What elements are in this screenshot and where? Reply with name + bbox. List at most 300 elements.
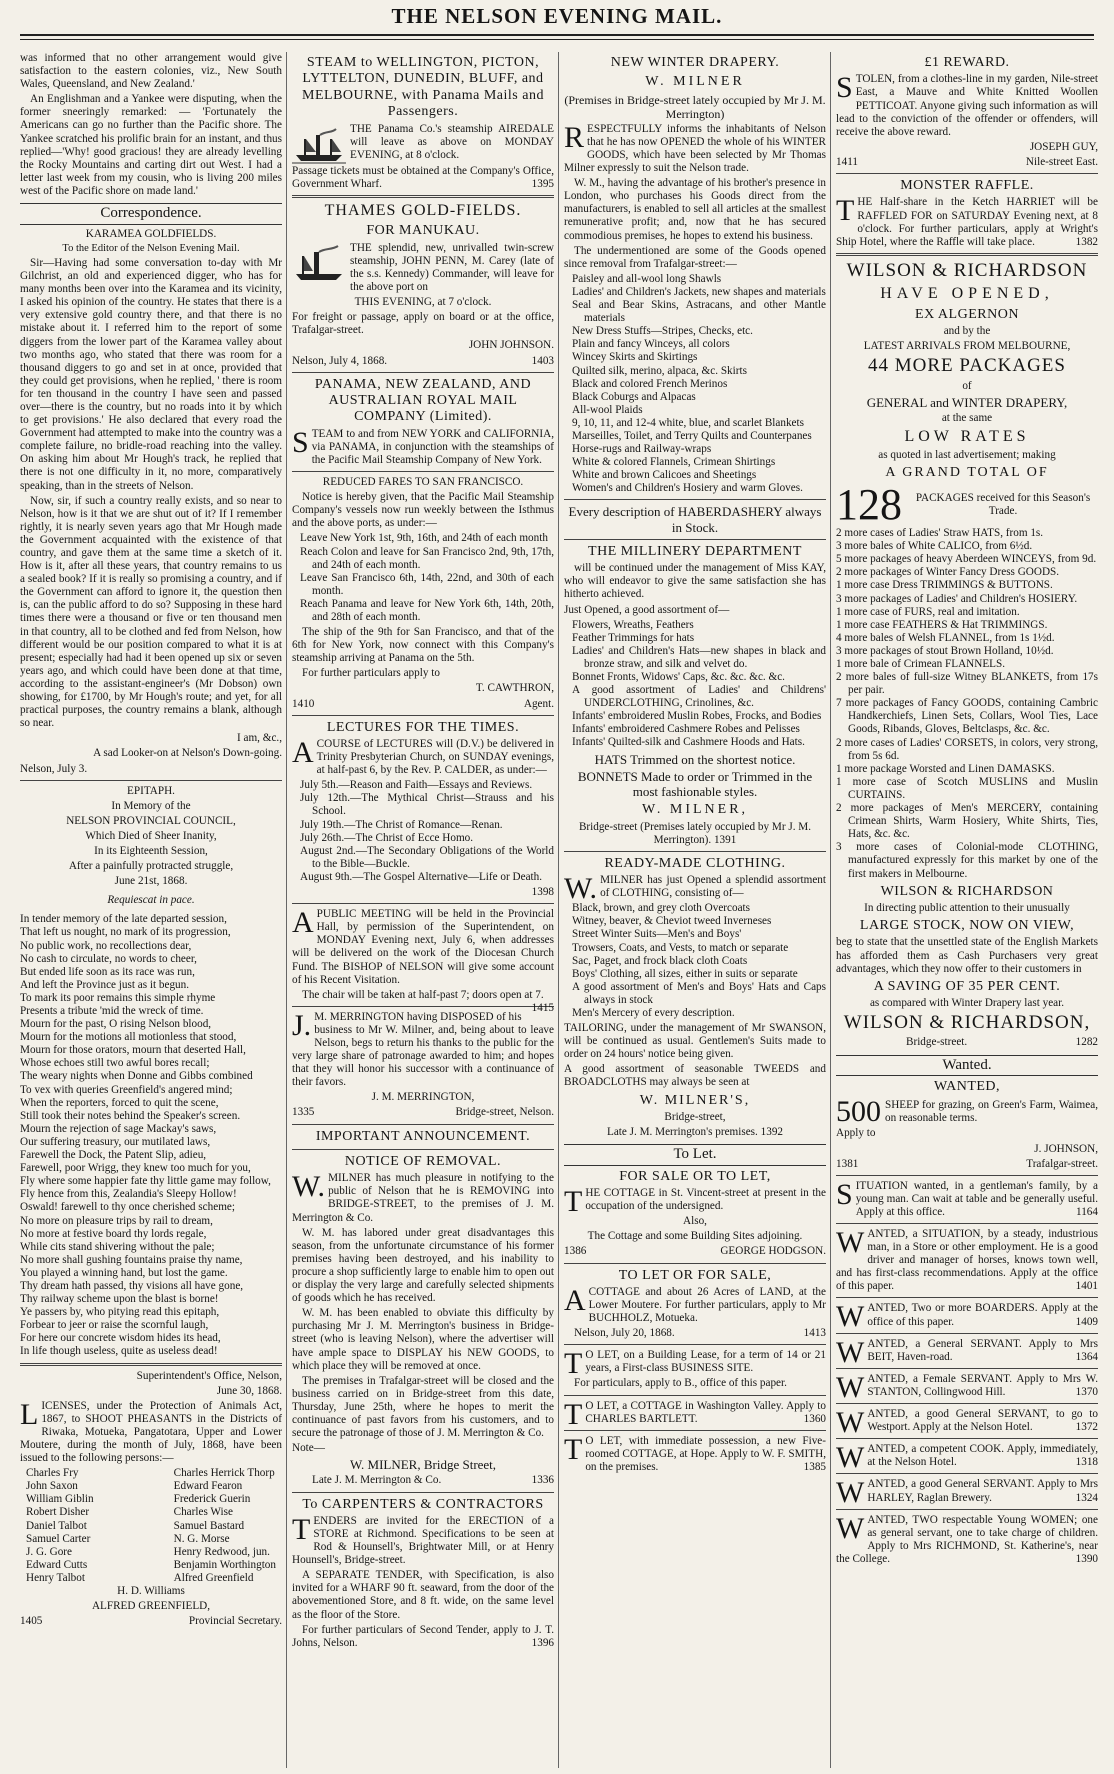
ad-body: J.M. MERRINGTON having DISPOSED of his business to Mr W. Milner, and, being about to leave Nelson, begs to return his thanks to the public for the very large share of patronage awarded to him; and hopes that they will honor his successor with a continuance of their favors. [292, 1008, 554, 1089]
poem-line: Forbear to jeer or raise the scornful laugh, [20, 1319, 209, 1332]
list-item: A good assortment of Ladies' and Childrens' UNDERCLOTHING, Crinolines, &c. [572, 684, 826, 710]
licensee-name: Alfred Greenfield [173, 1571, 254, 1584]
poem-line: Thy dream hath passed, thy visions all have gone, [20, 1279, 244, 1292]
ad-heading: TO LET OR FOR SALE, [618, 1267, 772, 1283]
ad-body: The premises in Trafalgar-street will be closed and the business carried on in Bridge-street from this date, Thursday, June 25th, where he hopes to merit the continuance of past favors from his customers, and to secure the patronage of those of J. M. Merrington & Co. [292, 1374, 554, 1440]
clothing-list [572, 902, 826, 1020]
ad-body [836, 1511, 1098, 1566]
ad-address: Bridge-street, [664, 1110, 726, 1123]
ad-heading: READY-MADE CLOTHING. [604, 855, 786, 871]
ad-body [564, 1432, 826, 1474]
ad-body-text: WANTED, a SITUATION, by a steady, industrious man, in a Store or other employment. He is a good driver and manager of horses, knows town well, and has first-class recommendations. Apply at the office of this paper. [836, 1226, 1098, 1293]
masthead-title: THE NELSON EVENING MAIL. [391, 4, 723, 28]
licensee-name: Robert Disher [26, 1506, 90, 1519]
ad-note: Note— [292, 1442, 325, 1455]
divider [292, 372, 554, 373]
ad-body-text: WANTED, a Female SERVANT. Apply to Mrs W. STANTON, Collingwood Hill. [836, 1370, 1098, 1404]
licensee-name: Charles Fry [26, 1467, 79, 1480]
ad-number: 1392 [760, 1126, 784, 1139]
list-item: Street Winter Suits—Men's and Boys' [572, 928, 742, 941]
poem-line: No more at festive board thy lords regale, [20, 1227, 207, 1240]
ad-subheading: HATS Trimmed on the shortest notice. [594, 751, 796, 767]
package-total [836, 480, 1098, 530]
list-item: Infants' Quilted-silk and Cashmere Hoods and Hats. [572, 736, 805, 749]
ad-body-text: TO LET, with immediate possession, a new Five-roomed COTTAGE, at Hope. Apply to W. F. SMITH, on the premises. [564, 1432, 826, 1473]
ad-text: SHEEP for grazing, on Green's Farm, Waimea, on reasonable terms. [885, 1099, 1098, 1125]
ad-body: Notice is hereby given, that the Pacific Mail Steamship Company's vessels now run weekly between the Isthmus and the above ports, as under:— [292, 491, 554, 530]
ad-heading: NOTICE OF REMOVAL. [344, 1153, 502, 1169]
list-item: 2 more cases of Ladies' CORSETS, in colors, very strong, from 5s 6d. [836, 736, 1098, 762]
list-item: Leave New York 1st, 9th, 16th, and 24th of each month [300, 532, 548, 545]
list-item: Black, brown, and grey cloth Overcoats [572, 902, 751, 915]
list-item: Infants' embroidered Cashmere Robes and Pelisses [572, 723, 800, 736]
ad-body: THE Panama Co.'s steamship AIREDALE will leave as above on MONDAY EVENING, at 8 o'clock. [350, 122, 554, 161]
section-heading: To Let. [564, 1144, 826, 1166]
ad-text: In directing public attention to their unusually [864, 901, 1070, 914]
column-divider [558, 52, 559, 1768]
ad-subheading: EX ALGERNON [915, 306, 1019, 322]
column-4 [836, 52, 1098, 1768]
ad-body: TAILORING, under the management of Mr SWANSON, will be continued as usual. Gentlemen's Suits made to order on 24 hours' notice being given. [564, 1022, 826, 1061]
ad-footer [564, 1327, 826, 1340]
ad-body: For freight or passage, apply on board or at the office, Trafalgar-street. [292, 311, 554, 337]
divider [836, 1297, 1098, 1298]
epitaph-line: NELSON PROVINCIAL COUNCIL, [66, 814, 236, 827]
list-item: July 12th.—The Mythical Christ—Strauss and his School. [300, 792, 554, 818]
poem-line: Mourn for those orators, mourn that deserted Hall, [20, 1044, 246, 1057]
lecture-list [300, 779, 554, 884]
divider [292, 195, 554, 198]
divider [292, 471, 554, 472]
ad-address: Bridge-street. [906, 1036, 968, 1049]
ad-number: 1372 [1075, 1421, 1098, 1434]
ad-body [836, 1476, 1098, 1510]
article-text: was informed that no other arrangement would give satisfaction to the eastern colonies, viz., New South Wales, Queensland, and New Zealand.' [20, 52, 282, 91]
ad-subheading: BONNETS Made to order or Trimmed in the most fashionable styles. [577, 768, 813, 799]
ad-body: ACOURSE of LECTURES will (D.V.) be delivered in Trinity Presbyterian Church, on SUNDAY evenings, at half-past 6, by the Rev. P. CALDER, as under:— [292, 736, 554, 777]
poem-line: That left us nought, no mark of its progression, [20, 926, 231, 939]
poem-line: You played a winning hand, but lost the game. [20, 1266, 228, 1279]
divider [292, 1492, 554, 1493]
ad-body: ACOTTAGE and about 26 Acres of LAND, at the Lower Moutere. For further particulars, apply to Mr BUCHHOLZ, Motueka. [564, 1283, 826, 1325]
ad-subheading: (Premises in Bridge-street lately occupied by Mr J. M. Merrington) [564, 92, 826, 121]
ad-heading: IMPORTANT ANNOUNCEMENT. [315, 1128, 531, 1144]
sailing-list [300, 532, 554, 624]
ad-body [836, 1335, 1098, 1369]
poem-line: No more on pleasure trips by rail to dream, [20, 1214, 213, 1227]
poem-line: In life though useless, quite as useless dead! [20, 1345, 218, 1358]
ad-number: 1318 [1075, 1456, 1098, 1469]
ad-subheading: FOR MANUKAU. [366, 223, 480, 239]
ad-body: Also, [683, 1215, 707, 1228]
list-item: 2 more packages of Men's MERCERY, containing Crimean Shirts, Warm Hosiery, White Shirts, Ties, Hats, &c. &c. [836, 802, 1098, 841]
ad-text: LATEST ARRIVALS FROM MELBOURNE, [863, 340, 1071, 353]
list-item: Sac, Paget, and frock black cloth Coats [572, 954, 748, 967]
ad-body [836, 1177, 1098, 1219]
ad-heading: LECTURES FOR THE TIMES. [326, 719, 520, 735]
list-item: All-wool Plaids [572, 403, 643, 416]
ad-number: 1415 [531, 1001, 554, 1014]
notice-signature: ALFRED GREENFIELD, [91, 1600, 211, 1613]
ad-footer [836, 1158, 1098, 1171]
divider [564, 539, 826, 540]
list-item: July 26th.—The Christ of Ecce Homo. [300, 831, 474, 844]
poem-line: Mourn for the past, O rising Nelson blood, [20, 1018, 212, 1031]
list-item: Plain and fancy Winceys, all colors [572, 338, 730, 351]
list-item: Paisley and all-wool long Shawls [572, 272, 722, 285]
ad-body [836, 1406, 1098, 1440]
list-item: White and brown Calicoes and Sheetings [572, 469, 757, 482]
ad-heading: FOR SALE OR TO LET, [619, 1168, 771, 1184]
poem-line: But ended life soon as its race was run, [20, 965, 195, 978]
divider [836, 1175, 1098, 1176]
ad-signature: GEORGE HODGSON. [720, 1245, 826, 1258]
licensee-name: Charles Herrick Thorp [173, 1467, 275, 1480]
list-item: Bonnet Fronts, Widows' Caps, &c. &c. &c. &c. [572, 670, 785, 683]
list-item: Leave San Francisco 6th, 14th, 22nd, and 30th of each month. [300, 571, 554, 597]
ad-number: 1410 [292, 697, 315, 710]
ad-body [836, 196, 1098, 248]
ad-number: 1364 [1075, 1350, 1098, 1363]
ad-number: 1413 [803, 1327, 826, 1340]
ad-heading: £1 REWARD. [924, 55, 1010, 70]
ad-body: TO LET, on a Building Lease, for a term of 14 or 21 years, a First-class BUSINESS SITE. [564, 1347, 826, 1381]
ad-heading: NEW WINTER DRAPERY. [610, 55, 780, 70]
ad-number: 1164 [1076, 1205, 1098, 1218]
letter-signature: A sad Looker-on at Nelson's Down-going. [93, 747, 282, 760]
divider [20, 1363, 282, 1366]
list-item: Infants' embroidered Muslin Robes, Frocks, and Bodies [572, 710, 822, 723]
ad-body [564, 1397, 826, 1431]
ad-body: THIS EVENING, at 7 o'clock. [354, 296, 492, 309]
ad-text: as compared with Winter Drapery last year. [869, 997, 1065, 1010]
steamship-icon [292, 244, 346, 284]
ad-body: THE splendid, new, unrivalled twin-screw steamship, JOHN PENN, M. Carey (late of the s.s. Kennedy) Commander, will leave for the above port on [350, 241, 554, 294]
epitaph-line: Which Died of Sheer Inanity, [85, 829, 217, 842]
ad-body [292, 988, 554, 1014]
list-item: 2 more bales of full-size Witney BLANKETS, from 17s per pair. [836, 671, 1098, 697]
divider [564, 1263, 826, 1264]
poem-line: While cits stand shivering without the pale; [20, 1240, 215, 1253]
stock-list [836, 527, 1098, 881]
divider [836, 1403, 1098, 1404]
ad-note: For further particulars of Second Tender, apply to J. T. Johns, Nelson. [292, 1623, 554, 1649]
poem-line: When the reporters, forced to quit the scene, [20, 1096, 219, 1109]
poem-line: And left the Province just as it begun. [20, 978, 190, 991]
list-item: Quilted silk, merino, alpaca, &c. Skirts [572, 364, 747, 377]
ad-body: W. M. has been enabled to obviate this difficulty by purchasing Mr J. M. Merrington's business in Bridge-street (who is leaving Nelson), where the advertiser will have ample space to DISPLAY his NEW GOODS, to which place they will be removed at once. [292, 1307, 554, 1372]
list-item: Witney, beaver, & Cheviot tweed Inverneses [572, 915, 772, 928]
ad-note: The chair will be taken at half-past 7; doors open at 7. [302, 988, 544, 1001]
licensee-name: Samuel Bastard [173, 1519, 245, 1532]
steamship-icon [292, 125, 346, 165]
ad-number: 1396 [531, 1636, 554, 1649]
licensee-name: Edward Cutts [26, 1558, 88, 1571]
ad-number: 1386 [564, 1245, 587, 1258]
letter-dateline: Nelson, July 3. [20, 762, 88, 775]
list-item: 5 more packages of heavy Aberdeen WINCEYS, from 9d. [836, 553, 1097, 566]
letter-body: Now, sir, if such a country really exists, and so near to Nelson, how is it that we are shut out of it? If I remember rightly, it is nearly seven years ago that Mr Hough made the Government acquainted with the existence of that country, and gave them at the same time a sketch of it. How is it, after all these years, that country remains to us a sealed book? If it is really so promising a country, and if the Government can afford to ignore it, the question then is, can the public afford to do so? Supposing in these hard times there were a thousand or five or ten thousand men in that country, all to be clothed and fed from Nelson, how different would be our position compared to what it is at present; especially had had it been opened up six or seven years ago, and which could have been done at that time, according to the assistant-engineer's (Mr Dobson) own showing, for £1700, by Mr Hough's route; and yet, for all practical purposes, the country remains a blank, although so near. [20, 494, 282, 730]
sheep-count: 500 [836, 1095, 881, 1129]
ad-signature: JOSEPH GUY, [1029, 140, 1098, 153]
divider [836, 253, 1098, 256]
ad-address: Bridge-street, Nelson. [455, 1106, 554, 1119]
poem-line: Fly hence from this, Zealandia's Sleepy Hollow! [20, 1188, 237, 1201]
licensee-name: Henry Redwood, jun. [173, 1545, 270, 1558]
licensee-name: Benjamin Worthington [173, 1558, 276, 1571]
ad-body: STEAM to and from NEW YORK and CALIFORNIA, via PANAMA, in conjunction with the steamships of the Pacific Mail Steamship Company of New York. [292, 425, 554, 466]
sheep-ad [836, 1097, 1098, 1127]
letter-salutation: To the Editor of the Nelson Evening Mail. [62, 242, 240, 254]
letter-heading: KARAMEA GOLDFIELDS. [85, 227, 217, 240]
list-item: 3 more cases of Colonial-mode CLOTHING, manufactured expressly for this market by one of the first makers in Melbourne. [836, 841, 1098, 880]
list-item: Reach Panama and leave for New York 6th, 14th, 20th, and 28th of each month. [300, 597, 554, 623]
epitaph-line: After a painfully protracted struggle, [68, 860, 234, 873]
ad-body-text: WANTED, a good General SERVANT. Apply to Mrs HARLEY, Raglan Brewery. [836, 1476, 1098, 1510]
ad-number: 1403 [531, 354, 554, 367]
ad-body: will be continued under the management of Miss KAY, who will endeavor to give the same satisfaction she has hitherto achieved. [564, 562, 826, 601]
licensee-name: Samuel Carter [26, 1532, 91, 1545]
ad-body: W. M. has labored under great disadvantages this season, from the unfortunate circumstance of his former premises having been destroyed, and his inability to procure a shop sufficiently large to enable him to open out or display the very large and carefully selected shipments of goods which he has received. [292, 1226, 554, 1305]
ad-heading: THAMES GOLD-FIELDS. [324, 201, 522, 219]
masthead-rule [20, 34, 1094, 36]
masthead [20, 4, 1094, 29]
licensee-list [20, 1467, 282, 1585]
list-item: Men's Mercery of every description. [572, 1007, 735, 1020]
ad-body: The undermentioned are some of the Goods opened since removal from Trafalgar-street:— [564, 244, 826, 270]
ad-advertiser: W. MILNER [645, 74, 745, 90]
ad-text: as quoted in last advertisement; making [878, 448, 1056, 461]
divider [836, 173, 1098, 174]
list-item: Trowsers, Coats, and Vests, to match or separate [572, 941, 789, 954]
ad-footer [292, 1474, 554, 1487]
divider [292, 1124, 554, 1125]
notice-title: Provincial Secretary. [188, 1615, 282, 1628]
ad-body: TENDERS are invited for the ERECTION of a STORE at Richmond. Specifications to be seen at Rod & Hounsell's, Brightwater Mill, or at Henry Hounsell's, Bridge-street. [292, 1512, 554, 1567]
ad-number: 1335 [292, 1106, 315, 1119]
poem-line: Fly where some happier fate thy little game may follow, [20, 1175, 271, 1188]
ad-number: 1411 [836, 155, 858, 168]
ad-body: W. M., having the advantage of his brother's presence in London, who purchases his Goods direct from the manufacturers, is enabled to sell all articles at the smallest remunerative profit; and, now that he has secured commodious premises, he hopes to extend his business. [564, 177, 826, 242]
list-item: Seal and Bear Skins, Astracans, and other Mantle materials [572, 299, 826, 325]
list-item: 1 more case of FURS, real and imitation. [836, 605, 1020, 618]
ad-heading: STEAM to WELLINGTON, PICTON, LYTTELTON, DUNEDIN, BLUFF, and MELBOURNE, with Panama Mails and Passengers. [302, 55, 544, 120]
list-item: New Dress Stuffs—Stripes, Checks, etc. [572, 325, 753, 338]
ad-footer [836, 156, 1098, 169]
ad-number: 1391 [713, 833, 737, 846]
ad-footer [292, 355, 554, 368]
licensee-name: William Giblin [26, 1493, 94, 1506]
notice-footer [20, 1615, 282, 1628]
ad-body [836, 1441, 1098, 1475]
poem-line: Still took their notes behind the Speaker's screen. [20, 1109, 241, 1122]
divider [564, 1395, 826, 1396]
list-item: Boys' Clothing, all sizes, either in suits or separate [572, 967, 798, 980]
ad-subheading: A SAVING OF 35 PER CENT. [873, 978, 1061, 994]
poem-line: In tender memory of the late departed session, [20, 913, 227, 926]
ad-body-text: WANTED, a good General SERVANT, to go to Westport. Apply at the Nelson Hotel. [836, 1406, 1098, 1440]
divider [292, 1006, 554, 1007]
poem-line: Ye passers by, who pitying read this epitaph, [20, 1306, 220, 1319]
ad-body: Just Opened, a good assortment of— [564, 603, 730, 616]
ad-body [292, 165, 554, 191]
ad-signature: W. MILNER, Bridge Street, [349, 1457, 497, 1473]
list-item: 4 more bales of Welsh FLANNEL, from 1s 1½d. [836, 631, 1055, 644]
ad-signature: JOHN JOHNSON. [468, 339, 554, 352]
epitaph-line: In Memory of the [111, 799, 191, 812]
list-item: A good assortment of Men's and Boys' Hats and Caps always in stock [572, 980, 826, 1006]
ad-address [564, 821, 826, 847]
ad-number: 1381 [836, 1157, 859, 1170]
list-item: Feather Trimmings for hats [572, 631, 695, 644]
column-3 [564, 52, 826, 1768]
ad-text: at the same [941, 411, 993, 424]
ad-address: Trafalgar-street. [1026, 1157, 1098, 1170]
ad-body-text: WANTED, TWO respectable Young WOMEN; one as general servant, one to take charge of children. Apply to Mrs RICHMOND, St. Katherine's, near the College. [836, 1511, 1098, 1565]
ad-subheading: LOW RATES [904, 427, 1030, 445]
divider [836, 1473, 1098, 1474]
ad-note: Passage tickets must be obtained at the Company's Office, Government Wharf. [292, 164, 554, 190]
poem-line: The weary nights when Donne and Gibbs combined [20, 1070, 253, 1083]
ad-text: of [962, 379, 972, 392]
ad-heading: 44 MORE PACKAGES [868, 355, 1066, 377]
ad-advertiser: W. MILNER'S, [639, 1092, 751, 1108]
ad-subheading: A GRAND TOTAL OF [885, 464, 1049, 480]
poem-line: No more shall gushing fountains praise thy name, [20, 1253, 243, 1266]
licensee-name: John Saxon [26, 1480, 78, 1493]
ad-footer [292, 698, 554, 711]
ad-number: 1409 [1075, 1315, 1098, 1328]
ad-subheading: Every description of HABERDASHERY always in Stock. [568, 504, 822, 535]
ad-number: 1385 [803, 1460, 826, 1473]
list-item: August 9th.—The Gospel Alternative—Life or Death. [300, 870, 543, 883]
epitaph-poem [20, 913, 282, 1358]
ad-body-text: TO LET, a COTTAGE in Washington Valley. Apply to CHARLES BARTLETT. [564, 1397, 826, 1431]
poem-line: Whose echoes still two awful bores recall; [20, 1057, 210, 1070]
ad-body [836, 1370, 1098, 1404]
list-item: Black Coburgs and Alpacas [572, 390, 696, 403]
ad-footer [292, 1106, 554, 1119]
ad-footer [836, 1036, 1098, 1049]
ad-heading: To CARPENTERS & CONTRACTORS [302, 1496, 544, 1512]
list-item: Women's and Children's Hosiery and warm Gloves. [572, 482, 803, 495]
list-item: Flowers, Wreaths, Feathers [572, 618, 694, 631]
ad-body: W.MILNER has just Opened a splendid assortment of CLOTHING, consisting of— [564, 872, 826, 906]
list-item: 1 more case FEATHERS & Hat TRIMMINGS. [836, 618, 1048, 631]
ad-heading: WILSON & RICHARDSON, [843, 1012, 1091, 1034]
ad-text: Apply to [836, 1127, 876, 1140]
ad-address-text: Late J. M. Merrington's premises. [606, 1126, 758, 1139]
list-item: Marseilles, Toilet, and Terry Quilts and Counterpanes [572, 429, 812, 442]
epitaph-heading: EPITAPH. [127, 784, 175, 797]
list-item: 3 more packages of Ladies' and Children's HOSIERY. [836, 592, 1078, 605]
divider [836, 1438, 1098, 1439]
ad-body: A SEPARATE TENDER, with Specification, is also invited for a WHARF 90 ft. seaward, from the door of the abovementioned Store, and 8 ft. wide, on the same level as the floor of the Store. [292, 1569, 554, 1621]
divider [836, 1223, 1098, 1224]
divider [292, 715, 554, 716]
ad-advertiser: W. MILNER, [641, 802, 749, 818]
licensee-name: Daniel Talbot [26, 1519, 87, 1532]
list-item: White & colored Flannels, Crimean Shirtings [572, 456, 776, 469]
ad-heading: WILSON & RICHARDSON [846, 259, 1088, 281]
divider [564, 1430, 826, 1431]
poem-line: Farewell the Dock, the Patent Slip, adieu, [20, 1149, 207, 1162]
divider [564, 499, 826, 500]
list-item: August 2nd.—The Secondary Obligations of the World to the Bible—Buckle. [300, 844, 554, 870]
article-text: An Englishman and a Yankee were disputing, when the former sneeringly remarked: — 'Fortunately the Americans can go no further than the Pacific shore. The Yankee scratched his prolific brain for an instant, and thus replied—'Why! good gracious! they are already levelling the Rocky Mountains and carting dirt out West. I had a letter last week from my cousin, who is living 200 miles west of the Pacific shore on made land.' [20, 93, 282, 197]
ad-heading: THE MILLINERY DEPARTMENT [588, 543, 802, 559]
ad-signature: T. CAWTHRON, [475, 682, 554, 695]
poem-line: To vex with queries Greenfield's angered mind; [20, 1083, 233, 1096]
letter-signoff: I am, &c., [236, 732, 282, 745]
epitaph-requiescat: Requiescat in pace. [107, 894, 195, 907]
divider [836, 1509, 1098, 1510]
list-item: 7 more packages of Fancy GOODS, containing Cambric Handkerchiefs, Linen Sets, Collars, Wool Ties, Lace Goods, Ribands, Gloves, Beltclasps, &c. &c. [836, 697, 1098, 736]
list-item: 1 more case Dress TRIMMINGS & BUTTONS. [836, 579, 1053, 592]
ad-text: and by the [943, 325, 991, 338]
epitaph-line: June 21st, 1868. [114, 875, 188, 888]
poem-line: Thy railway scheme upon the blast is borne! [20, 1293, 219, 1306]
licensee-name: Charles Wise [173, 1506, 233, 1519]
ad-body [292, 1624, 554, 1650]
licence-notice: LICENSES, under the Protection of Animals Act, 1867, to SHOOT PHEASANTS in the Districts of Riwaka, Motueka, Pangatotara, Upper and Lower Moutere, during the month of July, 1868, have been issued to the following persons:— [20, 1397, 282, 1465]
licensee-name: Henry Talbot [26, 1571, 85, 1584]
list-item: July 19th.—The Christ of Romance—Renan. [300, 818, 503, 831]
licensee-name: J. G. Gore [26, 1545, 72, 1558]
ad-subheading: HAVE OPENED, [880, 285, 1054, 302]
ad-number: 1370 [1075, 1385, 1098, 1398]
section-heading: Correspondence. [20, 203, 282, 225]
goods-list [572, 273, 826, 496]
ad-body: For further particulars apply to [302, 667, 440, 680]
ad-signature: J. JOHNSON, [1034, 1142, 1098, 1155]
poem-line: For here our concrete wisdom hides its head, [20, 1332, 221, 1345]
divider [564, 1344, 826, 1345]
ad-number: 1398 [531, 886, 554, 899]
ad-body-text: WANTED, a General SERVANT. Apply to Mrs BEIT, Haven-road. [836, 1335, 1098, 1369]
ad-body: The Cottage and some Building Sites adjoining. [587, 1230, 803, 1243]
ad-subheading: GENERAL and WINTER DRAPERY, [866, 394, 1068, 410]
ad-note: Late J. M. Merrington & Co. [312, 1474, 442, 1487]
list-item: 2 more packages of Winter Fancy Dress GOODS. [836, 566, 1060, 579]
ad-address-text: Bridge-street (Premises lately occupied by Mr J. M. Merrington). [578, 820, 812, 846]
list-item: July 5th.—Reason and Faith—Essays and Reviews. [300, 779, 533, 792]
ad-body: THE COTTAGE in St. Vincent-street at present in the occupation of the undersigned. [564, 1185, 826, 1219]
ad-date: Nelson, July 4, 1868. [292, 354, 388, 367]
ad-body: W.MILNER has much pleasure in notifying to the public of Nelson that he is REMOVING into BRIDGE-STREET, to the premises of J. M. Merrington & Co. [292, 1170, 554, 1224]
poem-line: Mourn for the motions all motionless that stood, [20, 1031, 237, 1044]
ad-subheading: LARGE STOCK, NOW ON VIEW, [859, 918, 1075, 934]
ad-address: Nile-street East. [1025, 155, 1098, 168]
list-item: 3 more packages of stout Brown Holland, 10½d. [836, 644, 1054, 657]
divider [836, 1333, 1098, 1334]
column-1 [20, 52, 282, 1768]
ad-heading: PANAMA, NEW ZEALAND, AND AUSTRALIAN ROYAL MAIL COMPANY (Limited). [314, 376, 532, 425]
ad-body [836, 1300, 1098, 1334]
licensee-name: Edward Fearon [173, 1480, 243, 1493]
ad-heading: WANTED, [933, 1079, 1001, 1095]
ad-number: 1360 [803, 1412, 826, 1425]
ad-number: 1336 [531, 1474, 554, 1487]
notice-office: Superintendent's Office, Nelson, [136, 1369, 282, 1382]
column-divider [830, 52, 831, 1768]
ad-body [836, 1228, 1098, 1293]
divider [292, 903, 554, 904]
poem-line: Farewell, poor Wrigg, they knew too much for you, [20, 1162, 251, 1175]
ad-number: 1405 [20, 1615, 43, 1628]
list-item: Black and colored French Merinos [572, 377, 728, 390]
list-item: 1 more case of Scotch MUSLINS and Muslin CURTAINS. [836, 775, 1098, 801]
